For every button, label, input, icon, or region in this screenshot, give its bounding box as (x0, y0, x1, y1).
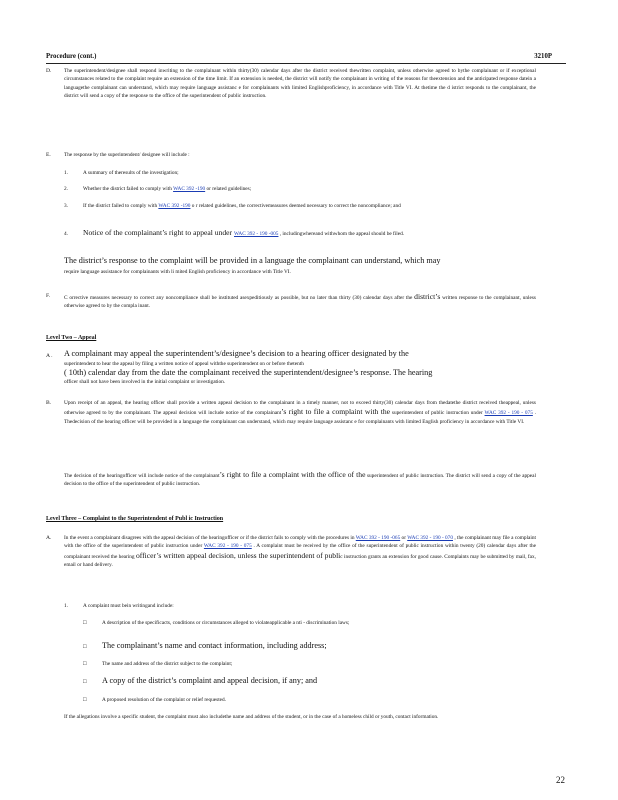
section-d-text (64, 67, 536, 101)
e-item-3-number: 3. (64, 203, 68, 209)
section-e-label: E. (46, 152, 51, 158)
bullet-item: A copy of the district’s complaint and appeal decision, if any; and (102, 676, 318, 685)
bullet-icon: □ (83, 620, 87, 626)
bullet-item: The complainant’s name and contact information, including address; (102, 641, 327, 650)
procedure-title: Procedure (cont.) (46, 53, 97, 60)
e-item-2-text: Whether the district failed to comply with WAC 392 -190 or related guidelines; (83, 186, 252, 192)
wac-link[interactable]: WAC 392 -190 (158, 203, 191, 209)
section-f-label: F. (46, 293, 51, 299)
level-three-heading: Level Three – Complaint to the Superintendent of Publ ic Instruction (46, 516, 224, 522)
section-f-text: C orrective measures necessary to correct any noncompliance shall be instituted asexpeditiously as possible, but no later than thirty (30) calendar days after the district’s written response to the complainant, unless otherwise agreed to by the compla inant. (64, 292, 536, 310)
bullet-item: The name and address of the district subject to the complaint; (102, 661, 233, 667)
bullet-icon: □ (83, 661, 87, 667)
section-d-label: D. (46, 68, 52, 74)
level-two-a-text: A complainant may appeal the superintendent’s/designee’s decision to a hearing officer designated by the superintendent to hear the appeal by filing a written notice of appeal withthe superintendent on or before thetenth ( 10th) calendar day from the date the complainant received the superintendent/designee’s response. The hearing officer shall not have been involved in the initial complaint or investigation. (64, 349, 433, 386)
wac-link[interactable]: WAC 392 - 190 - 075 (484, 410, 533, 417)
wac-link[interactable]: WAC 392 -190 (173, 186, 206, 192)
procedure-header (46, 52, 566, 64)
level-three-closing: If the allegations involve a specific student, the complaint must also includethe name and address of the student, or in the case of a homeless child or youth, contact information. (64, 714, 439, 720)
level-three-a-label: A. (46, 535, 52, 541)
bullet-item: A description of the specificacts, conditions or circumstances alleged to violateapplicable a nti - discrimination laws; (102, 620, 350, 626)
e-item-4-text: Notice of the complainant’s right to appeal under WAC 392 - 190 -005 , includingwhereand withwhom the appeal should be filed. (83, 228, 405, 237)
page-number: 22 (556, 775, 565, 785)
section-e-intro: The response by the superintendent/ designee will include : (64, 152, 190, 158)
level-three-a-text: In the event a complainant disagrees with the appeal decision of the hearingofficer or if the district fails to comply with the procedures in WAC 392 - 190 -065 or WAC 392 - 190 - 070 , the complainant may file a complaint with the office of the superintendent of public instruction under WAC 392 - 190 - 075 . A complaint must be received by the office of the superintendent of public instruction within twenty (20) calendar days after the complainant received the hearing officer’s written appeal decision, unless the superintendent of public instruction grants an extension for good cause. Complaints may be submitted by mail, fax, email or hand delivery. (64, 535, 537, 569)
e-item-1-number: 1. (64, 170, 68, 176)
e-item-3-text: If the district failed to comply with WAC 392 -190 o r related guidelines, the correctivemeasures deemed necessary to correct the noncompliance; and (83, 203, 401, 209)
wac-link[interactable]: WAC 392 - 190 - 075 (203, 543, 252, 550)
level-two-b-label: B. (46, 400, 52, 406)
wac-link[interactable]: WAC 392 - 190 -005 (234, 231, 279, 237)
bullet-item: A proposed resolution of the complaint or relief requested. (102, 697, 227, 703)
wac-link[interactable]: WAC 392 - 190 -065 (355, 535, 401, 541)
bullet-icon: □ (83, 679, 87, 685)
level-two-b2-text: The decision of the hearingofficer will include notice of the complainant’s right to file a complaint with the office of the superintendent of public instruction. The district will send a copy of the appeal decision to the office of the superintendent of public instruction. (64, 470, 536, 488)
bullet-icon: □ (83, 697, 87, 703)
l3-item-1-text: A complaint must bein writingand include: (83, 603, 174, 609)
l3-item-1-number: 1. (64, 603, 68, 609)
e-item-1-text: A summary of theresults of the investigation; (83, 170, 179, 176)
e-item-2-number: 2. (64, 186, 68, 192)
policy-code: 3210P (534, 53, 552, 60)
wac-link[interactable]: WAC 392 - 190 - 070 (407, 535, 453, 541)
e-closing-large: The district’s response to the complaint will be provided in a language the complainant can understand, which may (64, 256, 441, 265)
level-two-b-text: Upon receipt of an appeal, the hearing officer shall provide a written appeal decision to the complainant in a timely manner, not to exceed thirty(30) calendar days from thedatethe district received theappeal, unless otherwise agreed to by the complainant. The appeal decision will include notice of the complainant’s right to file a complaint with the superintendent of public instruction under WAC 392 - 190 - 075 . Thedecision of the hearing officer will be provided in a language the complainant can understand, which may require language assistanc e for complainants with limited English proficiency in accordance with Title VI. (64, 400, 537, 425)
e-item-4-number: 4. (64, 231, 68, 237)
section-d-paragraph: The superintendent/designee shall respond inwriting to the complainant within thirty(30) calendar days after the district received thewritten complaint, unless otherwise agreed to bythe complainant or if exceptional circumstances related to the complaint require an extension of the time limit. If an extension is needed, the district will notify the complainant in writing of the reasons for theextension and the anticipated response datein a languagethe complainant can understand, which may require language assistanc e for complainants with limited Englishproficiency, in accordance with Title VI. At thetime the d istrict responds to the complainant, the district will send a copy of the response to the office of the superintendent of public instruction. (64, 68, 536, 100)
bullet-icon: □ (83, 644, 87, 650)
e-closing-small: require language assistance for complainants with li mited English proficiency in accordance with Title VI. (64, 269, 291, 275)
level-two-a-label: A . (46, 353, 53, 359)
level-two-heading: Level Two – Appeal (46, 335, 97, 341)
